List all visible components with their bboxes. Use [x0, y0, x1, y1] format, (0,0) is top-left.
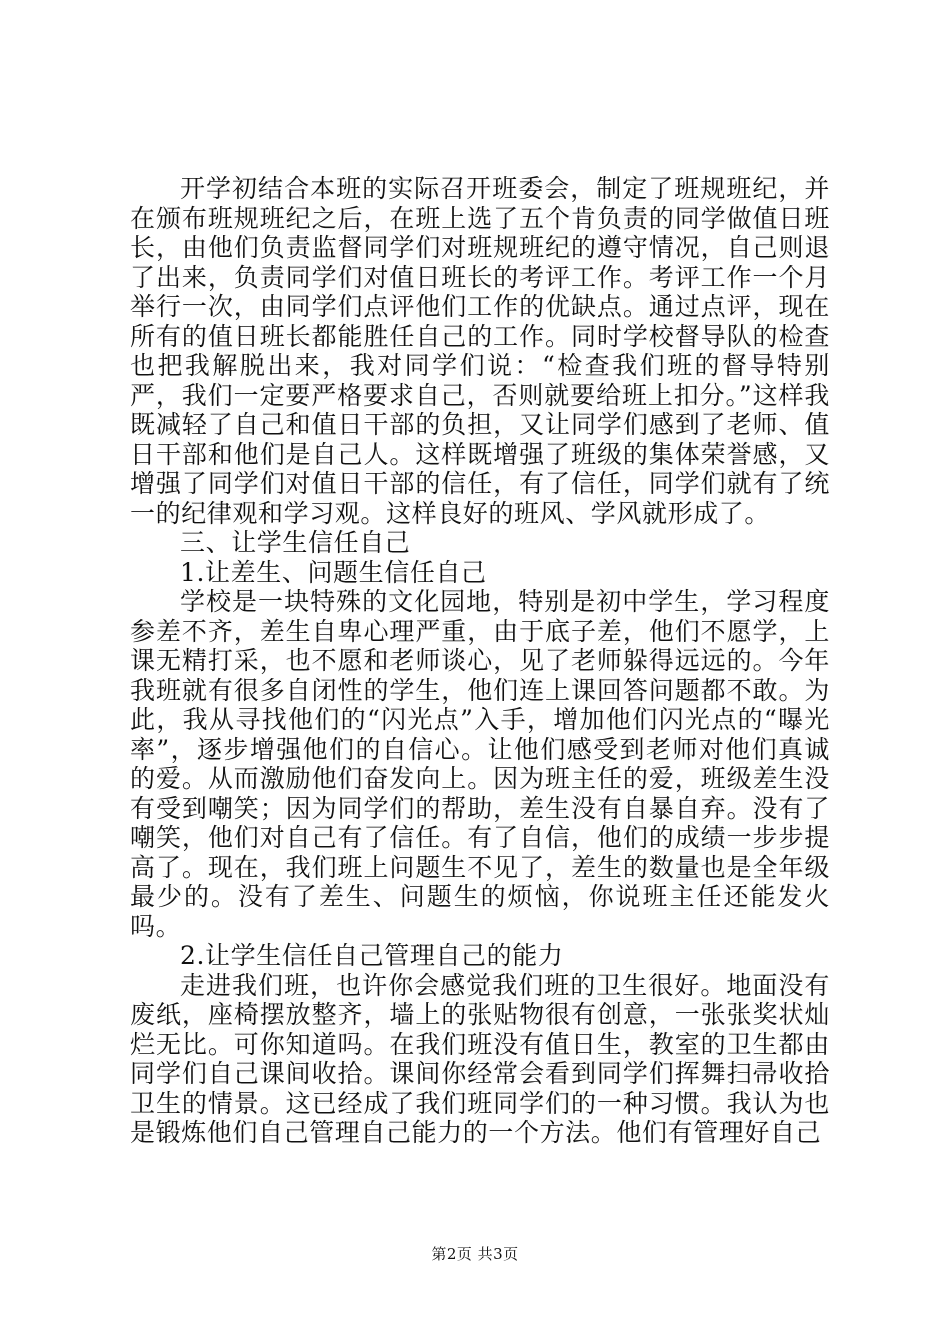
- subsection-heading-2: 2.让学生信任自己管理自己的能力: [180, 941, 564, 970]
- paragraph-struggling-students: 学校是一块特殊的文化园地，特别是初中学生，学习程度参差不齐，差生自卑心理严重，由于底子差，他们不愿学，上课无精打采，也不愿和老师谈心，见了老师躲得远远的。今年我班就有很多自闭性的学生，他们连上课回答问题都不敢。为此，我从寻找他们的“闪光点”入手，增加他们闪光点的“曝光率”，逐步增强他们的自信心。让他们感受到老师对他们真诚的爱。从而激励他们奋发向上。因为班主任的爱，班级差生没有受到嘲笑；因为同学们的帮助，差生没有自暴自弃。没有了嘲笑，他们对自己有了信任。有了自信，他们的成绩一步步提高了。现在，我们班上问题生不见了，差生的数量也是全年级最少的。没有了差生、问题生的烦恼，你说班主任还能发火吗。: [130, 587, 830, 941]
- paragraph-class-rules: 开学初结合本班的实际召开班委会，制定了班规班纪，并在颁布班规班纪之后，在班上选了五个肯负责的同学做值日班长，由他们负责监督同学们对班规班纪的遵守情况，自己则退了出来，负责同学们对值日班长的考评工作。考评工作一个月举行一次，由同学们点评他们工作的优缺点。通过点评，现在所有的值日班长都能胜任自己的工作。同时学校督导队的检查也把我解脱出来，我对同学们说：“检查我们班的督导特别严，我们一定要严格要求自己，否则就要给班上扣分。”这样我既减轻了自己和值日干部的负担，又让同学们感到了老师、值日干部和他们是自己人。这样既增强了班级的集体荣誉感，又增强了同学们对值日干部的信任，有了信任，同学们就有了统一的纪律观和学习观。这样良好的班风、学风就形成了。: [130, 174, 830, 528]
- document-body: [130, 174, 830, 1148]
- section-heading-trust: 三、让学生信任自己: [180, 528, 411, 557]
- page-footer: 第2页 共3页: [431, 1245, 519, 1263]
- subsection-heading-1: 1.让差生、问题生信任自己: [180, 557, 487, 587]
- paragraph-self-management: 走进我们班，也许你会感觉我们班的卫生很好。地面没有废纸，座椅摆放整齐，墙上的张贴物很有创意，一张张奖状灿烂无比。可你知道吗。在我们班没有值日生，教室的卫生都由同学们自己课间收拾。课间你经常会看到同学们挥舞扫帚收拾卫生的情景。这已经成了我们班同学们的一种习惯。我认为也是锻炼他们自己管理自己能力的一个方法。他们有管理好自己: [130, 970, 830, 1147]
